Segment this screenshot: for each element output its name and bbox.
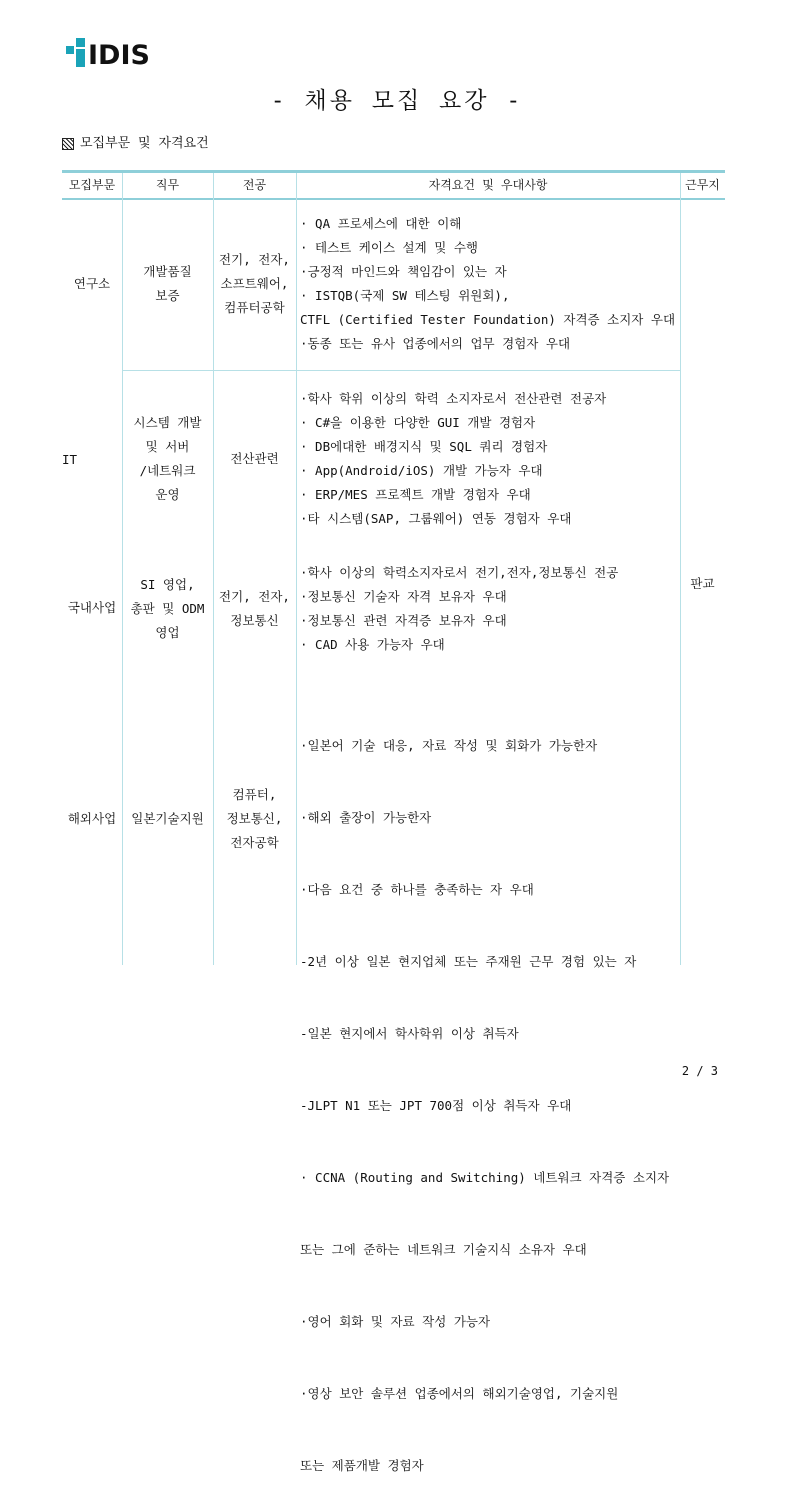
qual-line: ·일본어 기술 대응, 자료 작성 및 회화가 가능한자 <box>300 738 598 753</box>
qual-line: ·정보통신 기술자 자격 보유자 우대 <box>300 589 507 604</box>
major-line: 컴퓨터, <box>232 787 277 802</box>
row-overseas-job <box>122 807 213 831</box>
row-research-dept <box>62 272 122 296</box>
qual-line: -JLPT N1 또는 JPT 700점 이상 취득자 우대 <box>300 1098 572 1113</box>
header-dept: 모집부문 <box>68 178 116 192</box>
job-line: 시스템 개발 <box>133 415 202 430</box>
row-research-job <box>122 260 213 308</box>
qual-line: ·동종 또는 유사 업종에서의 업무 경험자 우대 <box>300 336 571 351</box>
qual-line: -2년 이상 일본 현지업체 또는 주재원 근무 경험 있는 자 <box>300 954 637 969</box>
logo-mark-bar <box>76 49 85 67</box>
column-divider <box>296 173 297 965</box>
major-line: 정보통신 <box>230 613 279 628</box>
qual-line: ·영상 보안 솔루션 업종에서의 해외기술영업, 기술지원 <box>300 1386 619 1401</box>
major-line: 컴퓨터공학 <box>224 300 285 315</box>
qual-line: ·해외 출장이 가능한자 <box>300 810 432 825</box>
qual-line: · ERP/MES 프로젝트 개발 경험자 우대 <box>300 487 531 502</box>
row-overseas-qualifications <box>300 686 669 1502</box>
column-divider <box>680 173 681 965</box>
major-line: 전산관련 <box>230 451 279 466</box>
qual-line: ·영어 회화 및 자료 작성 가능자 <box>300 1314 491 1329</box>
qual-line: · 테스트 케이스 설계 및 수행 <box>300 240 478 255</box>
job-line: /네트워크 <box>139 463 196 478</box>
job-line: SI 영업, <box>140 577 195 592</box>
qual-line: 또는 제품개발 경험자 <box>300 1458 424 1473</box>
job-line: 일본기술지원 <box>131 811 204 826</box>
qual-line: ·학사 이상의 학력소지자로서 전기,전자,정보통신 전공 <box>300 565 619 580</box>
section-heading <box>62 135 209 153</box>
qual-line: ·긍정적 마인드와 책임감이 있는 자 <box>300 264 507 279</box>
page-title: - 채용 모집 요강 - <box>270 88 524 114</box>
dept-text: 해외사업 <box>67 811 117 826</box>
major-line: 전기, 전자, <box>219 252 290 267</box>
qual-line: ·다음 요건 중 하나를 충족하는 자 우대 <box>300 882 534 897</box>
section-heading-text: 모집부문 및 자격요건 <box>80 136 209 151</box>
job-line: 운영 <box>155 487 180 502</box>
row-research-major <box>213 248 296 320</box>
dept-text: IT <box>62 452 78 467</box>
row-domestic-qualifications <box>300 561 618 657</box>
row-domestic-dept <box>62 596 122 620</box>
dept-text: 연구소 <box>73 276 111 291</box>
qual-line: 또는 그에 준하는 네트워크 기술지식 소유자 우대 <box>300 1242 587 1257</box>
row-research-qualifications <box>300 212 675 356</box>
qual-line: ·정보통신 관련 자격증 보유자 우대 <box>300 613 507 628</box>
logo-mark-square <box>66 46 74 54</box>
qual-line: -일본 현지에서 학사학위 이상 취득자 <box>300 1026 519 1041</box>
job-line: 개발품질 <box>143 264 192 279</box>
job-line: 및 서버 <box>145 439 190 454</box>
table-row-divider <box>122 370 680 371</box>
dept-text: 국내사업 <box>67 600 117 615</box>
idis-logo <box>66 36 156 76</box>
logo-text: IDIS <box>88 40 150 71</box>
row-overseas-major <box>213 783 296 855</box>
qual-line: · CAD 사용 가능자 우대 <box>300 637 445 652</box>
qual-line: ·타 시스템(SAP, 그룹웨어) 연동 경험자 우대 <box>300 511 572 526</box>
qual-line: · C#을 이용한 다양한 GUI 개발 경험자 <box>300 415 536 430</box>
table-header-rule <box>62 198 725 200</box>
job-line: 영업 <box>155 625 180 640</box>
qual-line: · DB에대한 배경지식 및 SQL 쿼리 경험자 <box>300 439 548 454</box>
major-line: 전기, 전자, <box>219 589 290 604</box>
qual-line: CTFL (Certified Tester Foundation) 자격증 소지자 우대 <box>300 312 676 327</box>
location-cell <box>680 572 725 596</box>
qual-line: ·학사 학위 이상의 학력 소지자로서 전산관련 전공자 <box>300 391 607 406</box>
header-qualifications: 자격요건 및 우대사항 <box>428 178 548 192</box>
job-line: 보증 <box>155 288 180 303</box>
header-major: 전공 <box>242 178 267 192</box>
row-it-job <box>122 411 213 507</box>
header-location: 근무지 <box>685 178 720 192</box>
row-it-dept <box>62 448 82 472</box>
checkbox-square-icon <box>62 138 74 150</box>
row-it-major <box>213 447 296 471</box>
row-it-qualifications <box>300 387 606 531</box>
major-line: 소프트웨어, <box>220 276 289 291</box>
qual-line: · App(Android/iOS) 개발 가능자 우대 <box>300 463 543 478</box>
location-text: 판교 <box>690 576 715 591</box>
qual-line: · CCNA (Routing and Switching) 네트워크 자격증 소지자 <box>300 1170 670 1185</box>
row-domestic-major <box>213 585 296 633</box>
logo-mark-square <box>76 38 85 47</box>
page-number: 2 / 3 <box>681 1064 718 1078</box>
row-overseas-dept <box>62 807 122 831</box>
major-line: 전자공학 <box>230 835 279 850</box>
job-line: 총판 및 ODM <box>130 601 205 616</box>
header-job: 직무 <box>155 178 180 192</box>
row-domestic-job <box>122 573 213 645</box>
major-line: 정보통신, <box>226 811 283 826</box>
qual-line: · ISTQB(국제 SW 테스팅 위원회), <box>300 288 510 303</box>
qual-line: · QA 프로세스에 대한 이해 <box>300 216 462 231</box>
